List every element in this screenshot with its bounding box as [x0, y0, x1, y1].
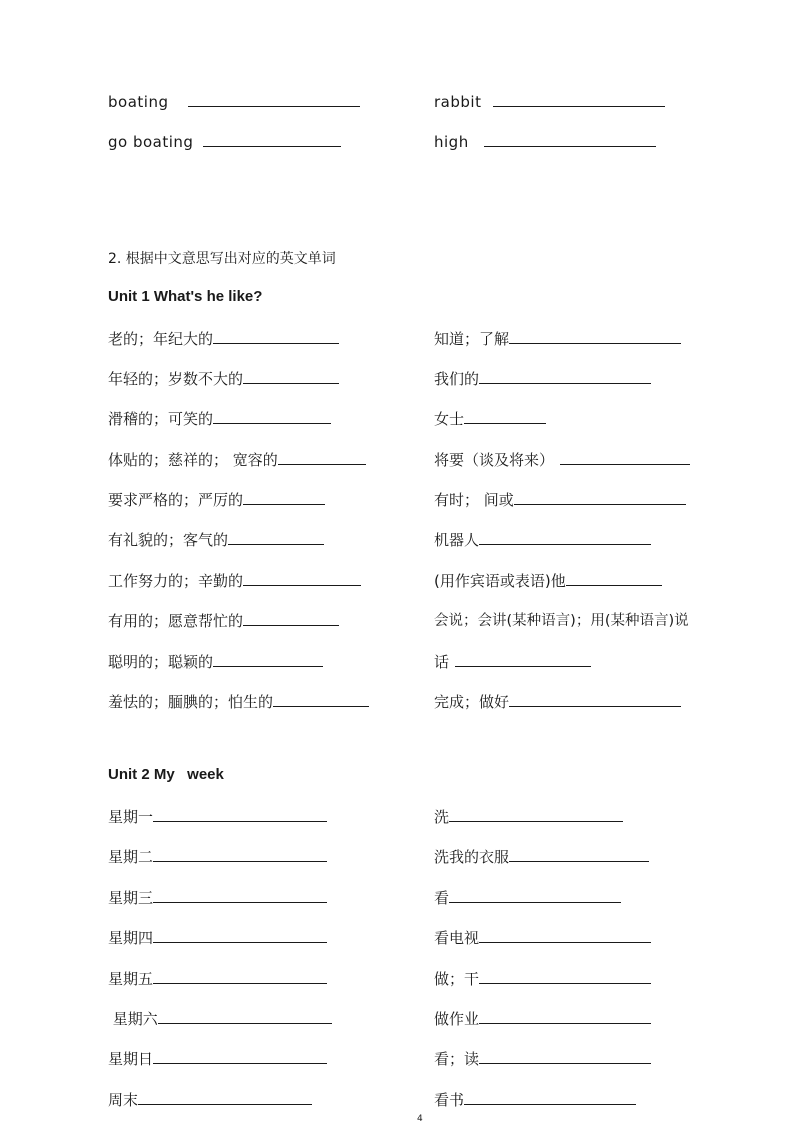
- word-boating: [108, 92, 360, 112]
- answer-blank[interactable]: [188, 92, 360, 107]
- prompt-text: 将要（谈及将来）: [434, 451, 555, 469]
- answer-blank[interactable]: [560, 450, 690, 465]
- unit1-right-item: [434, 369, 651, 389]
- prompt-text: 星期一: [108, 808, 154, 826]
- answer-blank[interactable]: [484, 132, 656, 147]
- answer-blank[interactable]: [479, 369, 651, 384]
- answer-blank[interactable]: [138, 1090, 312, 1105]
- prompt-text: 看: [434, 889, 450, 907]
- answer-blank[interactable]: [278, 450, 366, 465]
- prompt-text: 话: [434, 653, 450, 671]
- prompt-text: 羞怯的；腼腆的；怕生的: [108, 693, 274, 711]
- answer-blank[interactable]: [273, 692, 369, 707]
- unit2-title: Unit 2 My week: [108, 766, 224, 783]
- unit1-right-item: [434, 450, 690, 470]
- word-text: high: [434, 133, 469, 151]
- unit2-left-item: [108, 847, 327, 867]
- unit1-left-item: [108, 571, 361, 591]
- answer-blank[interactable]: [153, 1049, 327, 1064]
- answer-blank[interactable]: [153, 928, 327, 943]
- prompt-text: 聪明的；聪颖的: [108, 653, 214, 671]
- unit1-right-item: [434, 490, 686, 510]
- prompt-text: 会说；会讲(某种语言)；用(某种语言)说: [434, 613, 689, 629]
- answer-blank[interactable]: [153, 847, 327, 862]
- unit1-left-item: [108, 450, 366, 470]
- unit2-left-item: [108, 807, 327, 827]
- prompt-text: 星期六: [108, 1010, 158, 1028]
- prompt-text: 工作努力的；辛勤的: [108, 572, 244, 590]
- word-rabbit: [434, 92, 665, 112]
- prompt-text: 滑稽的；可笑的: [108, 410, 214, 428]
- prompt-text: 星期四: [108, 929, 154, 947]
- answer-blank[interactable]: [213, 329, 339, 344]
- answer-blank[interactable]: [479, 1009, 651, 1024]
- unit2-right-item: [434, 1049, 651, 1069]
- answer-blank[interactable]: [243, 369, 339, 384]
- prompt-text: 完成；做好: [434, 693, 510, 711]
- prompt-text: 看电视: [434, 929, 480, 947]
- answer-blank[interactable]: [509, 329, 681, 344]
- prompt-text: 星期五: [108, 970, 154, 988]
- answer-blank[interactable]: [153, 888, 327, 903]
- word-high: [434, 132, 656, 152]
- prompt-text: 老的；年纪大的: [108, 330, 214, 348]
- prompt-text: 年轻的；岁数不大的: [108, 370, 244, 388]
- unit2-left-item: [108, 1049, 327, 1069]
- unit2-right-item: [434, 1009, 651, 1029]
- answer-blank[interactable]: [213, 409, 331, 424]
- prompt-text: 看；读: [434, 1050, 480, 1068]
- answer-blank[interactable]: [493, 92, 665, 107]
- unit2-left-item: [108, 928, 327, 948]
- unit1-right-item: [434, 692, 681, 712]
- prompt-text: 机器人: [434, 531, 480, 549]
- answer-blank[interactable]: [153, 969, 327, 984]
- prompt-text: 女士: [434, 410, 465, 428]
- answer-blank[interactable]: [464, 409, 546, 424]
- answer-blank[interactable]: [464, 1090, 636, 1105]
- unit1-title: Unit 1 What's he like?: [108, 288, 263, 305]
- prompt-text: 洗我的衣服: [434, 848, 510, 866]
- answer-blank[interactable]: [449, 807, 623, 822]
- unit2-left-item: [108, 888, 327, 908]
- unit1-left-item: [108, 530, 324, 550]
- prompt-text: 星期二: [108, 848, 154, 866]
- answer-blank[interactable]: [479, 1049, 651, 1064]
- answer-blank[interactable]: [455, 652, 591, 667]
- instruction-heading: 2. 根据中文意思写出对应的英文单词: [108, 251, 336, 267]
- answer-blank[interactable]: [509, 692, 681, 707]
- unit1-right-item: [434, 409, 546, 429]
- unit1-left-item: [108, 490, 325, 510]
- answer-blank[interactable]: [514, 490, 686, 505]
- unit1-right-item: [434, 530, 651, 550]
- word-text: go boating: [108, 133, 194, 151]
- unit2-right-item: [434, 1090, 636, 1110]
- prompt-text: 体贴的；慈祥的； 宽容的: [108, 451, 278, 469]
- unit1-left-item: [108, 692, 369, 712]
- answer-blank[interactable]: [243, 611, 339, 626]
- answer-blank[interactable]: [509, 847, 649, 862]
- answer-blank[interactable]: [479, 928, 651, 943]
- unit1-left-item: [108, 369, 339, 389]
- unit2-right-item: [434, 888, 621, 908]
- prompt-text: 做作业: [434, 1010, 480, 1028]
- prompt-text: 洗: [434, 808, 450, 826]
- unit2-right-item: [434, 928, 651, 948]
- unit2-right-item: [434, 969, 651, 989]
- word-text: rabbit: [434, 93, 482, 111]
- prompt-text: 知道；了解: [434, 330, 510, 348]
- answer-blank[interactable]: [228, 530, 324, 545]
- unit1-left-item: [108, 409, 331, 429]
- unit1-left-item: [108, 652, 323, 672]
- answer-blank[interactable]: [566, 571, 662, 586]
- answer-blank[interactable]: [158, 1009, 332, 1024]
- unit1-right-item: [434, 571, 662, 591]
- unit2-right-item: [434, 847, 649, 867]
- prompt-text: 做；干: [434, 970, 480, 988]
- prompt-text: 有用的；愿意帮忙的: [108, 612, 244, 630]
- prompt-text: 看书: [434, 1091, 465, 1109]
- prompt-text: 有时； 间或: [434, 491, 514, 509]
- unit2-left-item: [108, 969, 327, 989]
- prompt-text: 星期三: [108, 889, 154, 907]
- prompt-text: 我们的: [434, 370, 480, 388]
- unit1-right-item: [434, 611, 689, 631]
- answer-blank[interactable]: [213, 652, 323, 667]
- answer-blank[interactable]: [243, 490, 325, 505]
- prompt-text: 要求严格的；严厉的: [108, 491, 244, 509]
- unit1-right-item: [434, 329, 681, 349]
- prompt-text: 星期日: [108, 1050, 154, 1068]
- answer-blank[interactable]: [153, 807, 327, 822]
- answer-blank[interactable]: [243, 571, 361, 586]
- answer-blank[interactable]: [479, 530, 651, 545]
- answer-blank[interactable]: [203, 132, 341, 147]
- unit1-left-item: [108, 329, 339, 349]
- prompt-text: 周末: [108, 1091, 139, 1109]
- answer-blank[interactable]: [449, 888, 621, 903]
- unit1-left-item: [108, 611, 339, 631]
- answer-blank[interactable]: [479, 969, 651, 984]
- unit2-left-item: [108, 1009, 332, 1029]
- unit1-right-item: [434, 652, 591, 672]
- page-number: 4: [417, 1114, 423, 1124]
- prompt-text: 有礼貌的；客气的: [108, 531, 229, 549]
- unit2-left-item: [108, 1090, 312, 1110]
- word-text: boating: [108, 93, 169, 111]
- prompt-text: (用作宾语或表语)他: [434, 572, 566, 590]
- unit2-right-item: [434, 807, 623, 827]
- word-go-boating: [108, 132, 341, 152]
